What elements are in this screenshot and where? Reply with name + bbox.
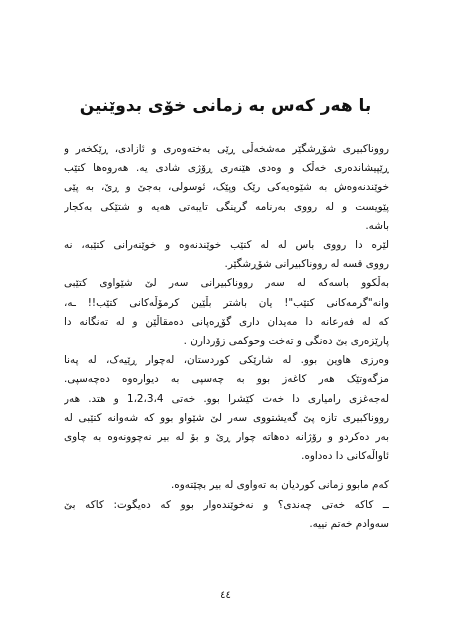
text-line: وانە"گرمەکانی کتێب"! یان باشتر بڵێین کرمۆڵەکانی کتێب!! ـە، xyxy=(64,296,389,309)
text-line: بەر دەکردو و رۆژانە دەهاتە چوار ڕێ و بۆ لە بیر نەچوونەوە بە چاوی xyxy=(64,431,389,444)
text-line: سەوادم خەتم نییە. xyxy=(309,517,389,530)
paragraph-2 xyxy=(64,236,389,274)
text-line: پێویست و لە رووی بەرنامە گرینگی تایبەتی هەیە و شتێکی بەکجار xyxy=(64,200,389,213)
text-line: کەم مابوو زمانی کوردیان بە تەواوی لە بیر بچێتەوە. xyxy=(170,479,389,492)
text-line: کە لە فەرعانە دا مەیدان داری گۆڕەپانی دەمقاڵێن و لە تەنگانە دا xyxy=(64,315,389,328)
page-number: ٤٤ xyxy=(220,590,231,601)
text-line: مزگەوتێک هەر کاغەز بوو بە چەسپی بە دیوارەوە دەچەسپی. xyxy=(64,373,389,386)
paragraph-3 xyxy=(64,274,389,351)
text-line: ئاواڵەکانی دا دەداوە. xyxy=(301,450,389,463)
text-line: رووناکبیری شۆڕشگێر مەشخەڵی ڕێی بەختەوەری و ئازادی، ڕێکخەر و xyxy=(64,143,389,155)
text-line: لێرە دا رووی باس لە لە کتێب خوێندنەوە و خوێنەرانی کتێبە، نە xyxy=(64,239,389,252)
paragraph-1 xyxy=(64,140,389,236)
body-text xyxy=(64,140,389,534)
page-title: با هەر کەس بە زمانی خۆی بدوێنین xyxy=(79,96,372,116)
text-line: پارێزەری بێ دەنگی و تەخت وحوکمی زۆردارن . xyxy=(183,335,389,348)
text-line: خوێندنەوەش بە شێوەیەکی رێک وپێک، ئوسولی، بەجێ و ڕێ، بە پێی xyxy=(64,181,389,194)
paragraph-4 xyxy=(64,351,389,466)
text-line: ــ کاکە خەتی چەندی؟ و نەخوێندەوار بوو کە دەیگوت: کاکە بێ xyxy=(64,498,389,511)
text-line: رووی قسە لە رووناکبیرانی شۆڕشگێر. xyxy=(224,258,389,271)
paragraph-5 xyxy=(64,476,389,495)
text-line: ڕێپیشاندەری خەڵک و وەدی هێنەری ڕۆژی شادی یە. هەروەها کتێب xyxy=(64,162,389,175)
text-line: لەجەغزی رامیاری دا خەت کێشرا بوو. خەتی 1،2،3،4 و هتد. هەر xyxy=(64,392,389,405)
paragraph-gap xyxy=(64,466,389,476)
text-line: باشە. xyxy=(365,219,389,232)
paragraph-6 xyxy=(64,496,389,534)
text-line: رووناکبیری تازە پێ گەیشتووی سەر لێ شێواو بوو کە شەوانە کتێبی لە xyxy=(64,411,389,424)
text-line: وەرزی هاوین بوو. لە شارێکی کوردستان، لەچوار ڕێیەک، لە پەنا xyxy=(64,354,389,367)
text-line: بەڵکوو باسەکە لە سەر رووناکبیرانی سەر لێ شێواوی کتێبی xyxy=(64,277,389,290)
